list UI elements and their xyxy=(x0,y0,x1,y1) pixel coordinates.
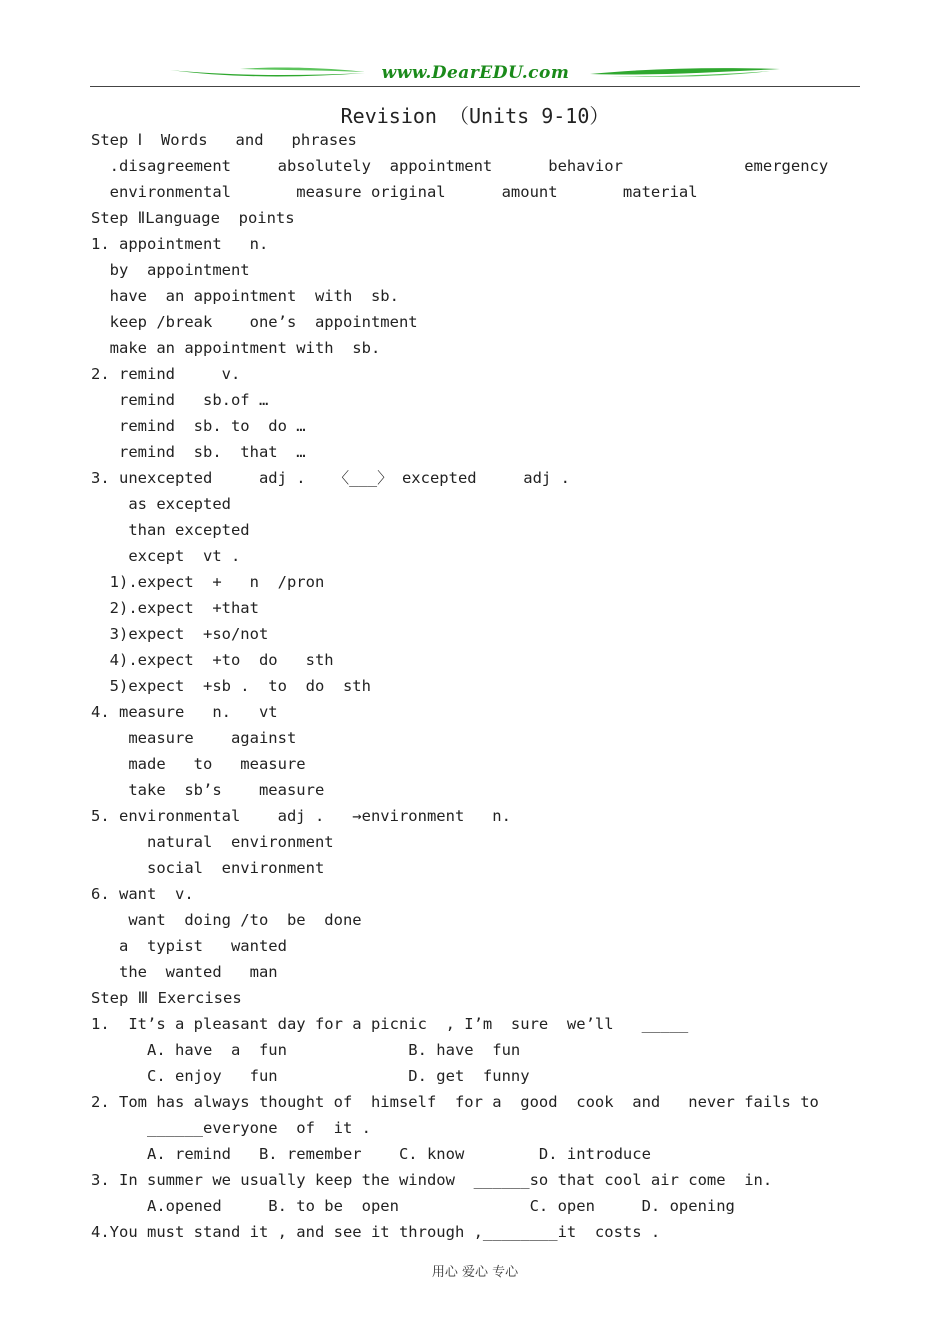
text-line: 3. unexcepted adj . 〈___〉 excepted adj . xyxy=(91,469,570,487)
text-line: 4. measure n. vt xyxy=(91,703,278,721)
text-line: 3. In summer we usually keep the window ______so that cool air come in. xyxy=(91,1171,773,1189)
text-line: A.opened B. to be open C. open D. opening xyxy=(91,1197,735,1215)
text-line: take sb’s measure xyxy=(91,781,325,799)
text-line: Step Ⅲ Exercises xyxy=(91,989,242,1007)
text-line: social environment xyxy=(91,859,325,877)
text-line: 1).expect + n /pron xyxy=(91,573,325,591)
text-line: 6. want v. xyxy=(91,885,194,903)
text-line: 2. remind v. xyxy=(91,365,241,383)
text-line: as excepted xyxy=(91,495,231,513)
text-line: a typist wanted xyxy=(91,937,287,955)
text-line: keep /break one’s appointment xyxy=(91,313,418,331)
text-line: made to measure xyxy=(91,755,306,773)
text-line: Step ⅡLanguage points xyxy=(91,209,295,227)
text-line: 4).expect +to do sth xyxy=(91,651,334,669)
left-swoosh-decoration xyxy=(170,66,365,78)
text-line: measure against xyxy=(91,729,297,747)
text-line: ______everyone of it . xyxy=(91,1119,371,1137)
text-line: want doing /to be done xyxy=(91,911,362,929)
header-rule xyxy=(90,86,860,87)
text-line: than excepted xyxy=(91,521,250,539)
text-line: the wanted man xyxy=(91,963,278,981)
text-line: Step Ⅰ Words and phrases xyxy=(91,131,357,149)
page-footer: 用心 爱心 专心 xyxy=(431,1265,519,1280)
text-line: C. enjoy fun D. get funny xyxy=(91,1067,530,1085)
text-line: 5. environmental adj . →environment n. xyxy=(91,807,511,825)
text-line: .disagreement absolutely appointment behavior emergency xyxy=(91,157,829,175)
text-line: by appointment xyxy=(91,261,250,279)
text-line: 2).expect +that xyxy=(91,599,259,617)
text-line: 3)expect +so/not xyxy=(91,625,269,643)
right-swoosh-decoration xyxy=(590,66,780,78)
text-line: A. have a fun B. have fun xyxy=(91,1041,521,1059)
text-line: 5)expect +sb . to do sth xyxy=(91,677,371,695)
text-line: 4.You must stand it , and see it through ,________it costs . xyxy=(91,1223,661,1241)
text-line: except vt . xyxy=(91,547,241,565)
text-line: A. remind B. remember C. know D. introduce xyxy=(91,1145,651,1163)
text-line: have an appointment with sb. xyxy=(91,287,399,305)
text-line: make an appointment with sb. xyxy=(91,339,381,357)
page-title: Revision （Units 9-10） xyxy=(340,104,610,128)
page-header xyxy=(90,60,860,90)
logo-text: www.DearEDU.com xyxy=(381,63,570,83)
text-line: 2. Tom has always thought of himself for a good cook and never fails to xyxy=(91,1093,819,1111)
text-line: 1. It’s a pleasant day for a picnic , I’m sure we’ll _____ xyxy=(91,1015,689,1033)
text-line: 1. appointment n. xyxy=(91,235,269,253)
text-line: natural environment xyxy=(91,833,334,851)
text-line: remind sb. that … xyxy=(91,443,306,461)
text-line: remind sb. to do … xyxy=(91,417,306,435)
text-line: environmental measure original amount material xyxy=(91,183,698,201)
text-line: remind sb.of … xyxy=(91,391,269,409)
